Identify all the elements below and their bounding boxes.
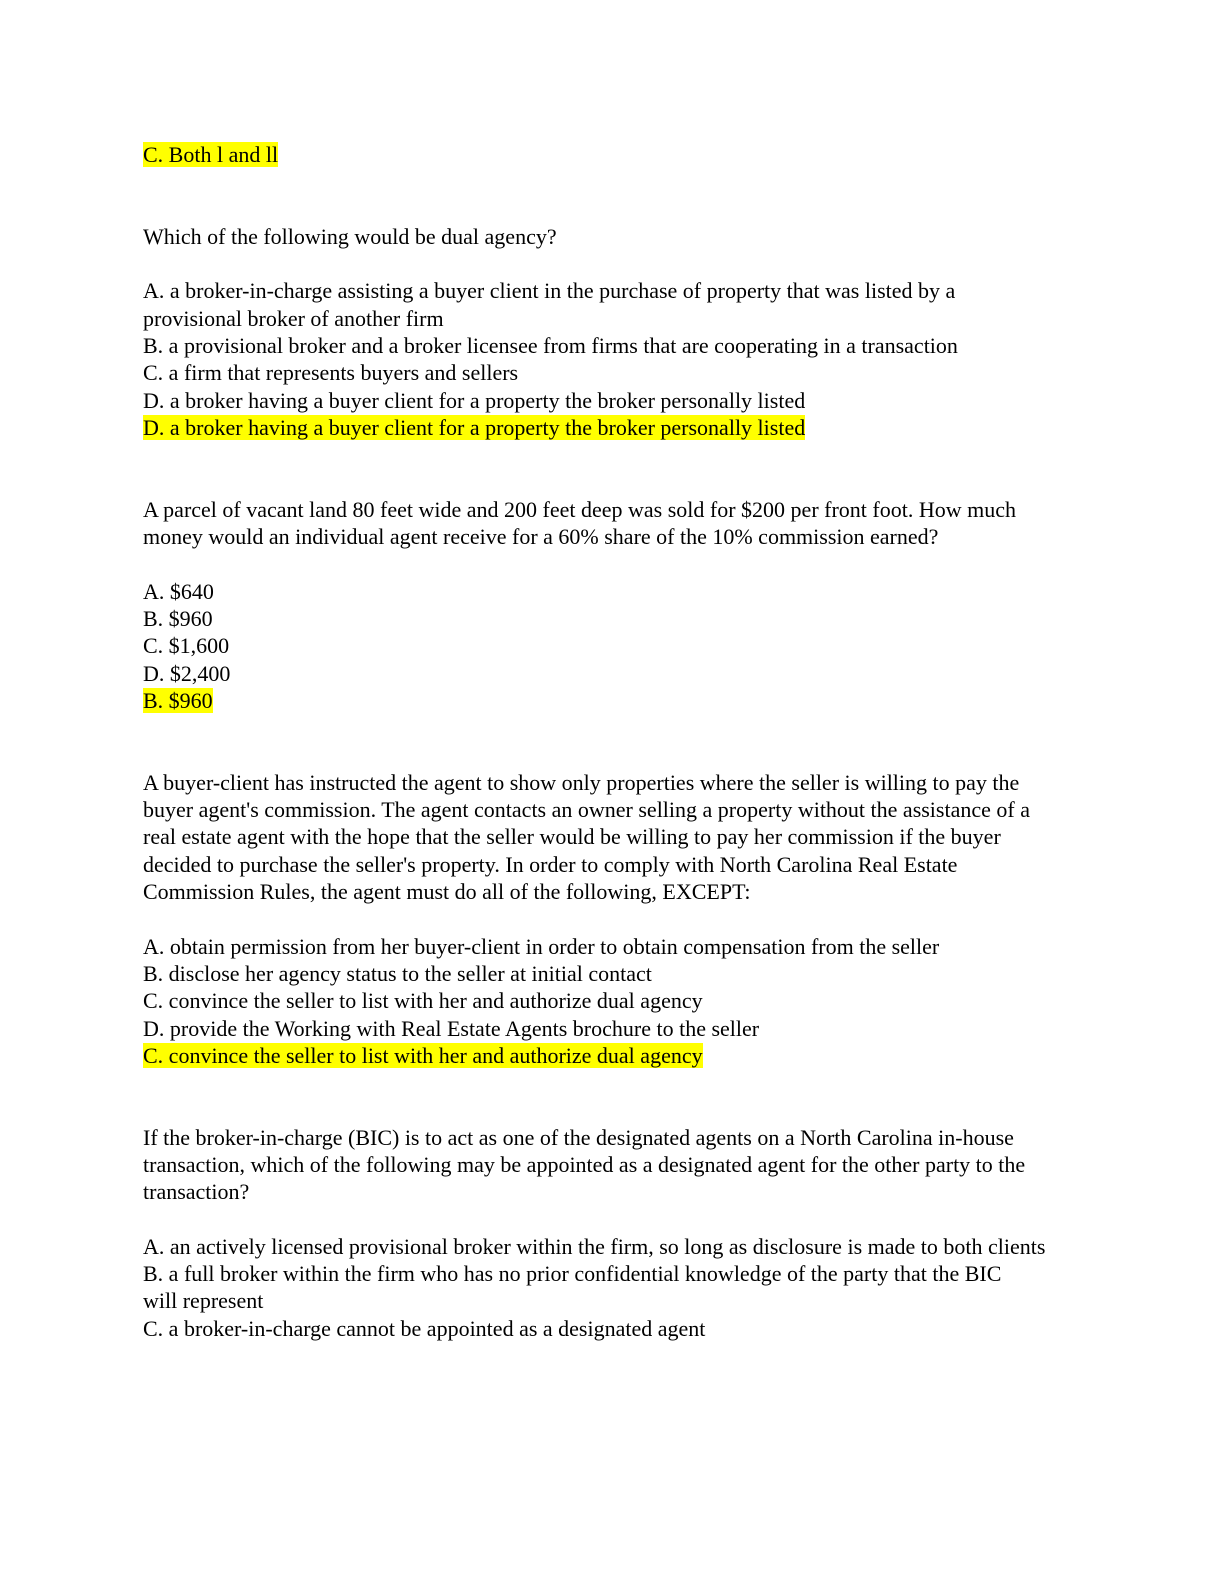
- question-stem: A buyer-client has instructed the agent to show only properties where the seller is willing to pay the buyer agent's commission. The agent contacts an owner selling a property without the assistance of a real estate agent with the hope that the seller would be willing to pay her commission if the buyer decided to purchase the seller's property. In order to comply with North Carolina Real Estate Commission Rules, the agent must do all of the following, EXCEPT:: [143, 769, 1030, 905]
- option-b: B. disclose her agency status to the seller at initial contact: [143, 960, 652, 986]
- option-a: A. $640: [143, 578, 214, 604]
- answer-highlight: C. convince the seller to list with her and authorize dual agency: [143, 1042, 703, 1068]
- answer-line: [143, 414, 1083, 441]
- option-a: A. obtain permission from her buyer-client in order to obtain compensation from the seller: [143, 933, 940, 959]
- previous-answer: [143, 141, 1083, 168]
- answer-highlight: C. Both l and ll: [143, 142, 279, 167]
- option-c: C. $1,600: [143, 633, 230, 659]
- question-stem: If the broker-in-charge (BIC) is to act as one of the designated agents on a North Carolina in-house transaction, which of the following may be appointed as a designated agent for the other party to the transaction?: [143, 1124, 1026, 1205]
- option-a: A. an actively licensed provisional broker within the firm, so long as disclosure is made to both clients: [143, 1233, 1046, 1259]
- option-c: C. a broker-in-charge cannot be appointed as a designated agent: [143, 1315, 706, 1341]
- document-page: [143, 141, 1083, 1342]
- answer-line: [143, 687, 1083, 714]
- option-b: B. a full broker within the firm who has no prior confidential knowledge of the party that the BIC will represent: [143, 1261, 1002, 1314]
- question-stem: A parcel of vacant land 80 feet wide and 200 feet deep was sold for $200 per front foot. How much money would an individual agent receive for a 60% share of the 10% commission earned?: [143, 496, 1016, 550]
- option-d: D. provide the Working with Real Estate Agents brochure to the seller: [143, 1015, 760, 1041]
- option-a: A. a broker-in-charge assisting a buyer client in the purchase of property that was listed by a provisional broker of another firm: [143, 278, 956, 331]
- option-b: B. $960: [143, 606, 213, 632]
- option-b: B. a provisional broker and a broker licensee from firms that are cooperating in a transaction: [143, 333, 958, 359]
- question-stem: Which of the following would be dual agency?: [143, 223, 557, 249]
- option-c: C. a firm that represents buyers and sellers: [143, 360, 519, 386]
- question-block: [143, 496, 1083, 714]
- question-block: [143, 769, 1083, 1069]
- answer-highlight: B. $960: [143, 687, 213, 713]
- answer-highlight: D. a broker having a buyer client for a property the broker personally listed: [143, 414, 806, 440]
- option-c: C. convince the seller to list with her and authorize dual agency: [143, 988, 703, 1014]
- option-d: D. $2,400: [143, 660, 231, 686]
- question-block: [143, 1124, 1083, 1342]
- question-block: [143, 223, 1083, 441]
- answer-line: [143, 1042, 1083, 1069]
- option-d: D. a broker having a buyer client for a property the broker personally listed: [143, 387, 806, 413]
